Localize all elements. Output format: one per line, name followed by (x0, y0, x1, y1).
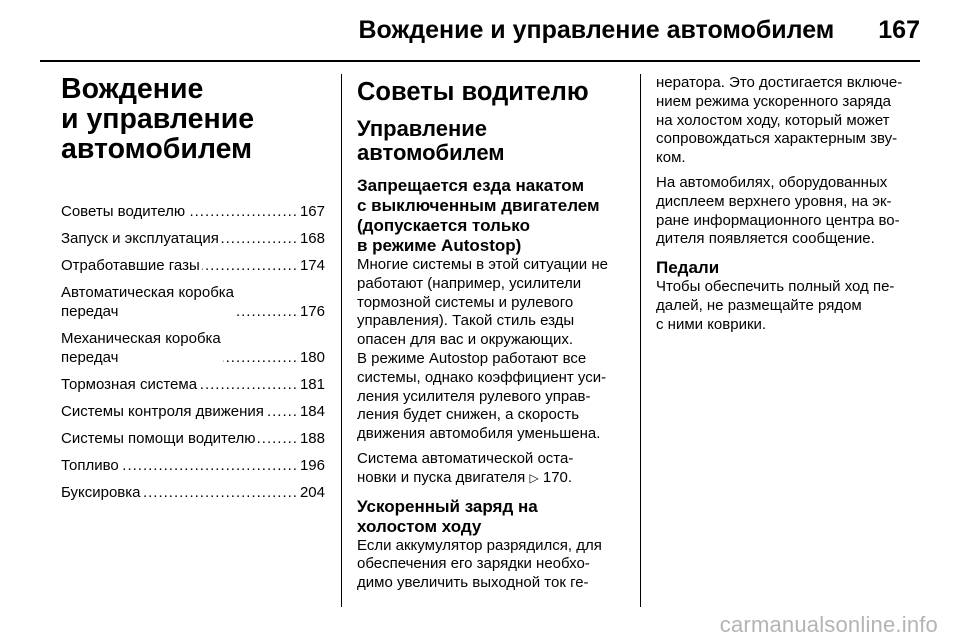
text-line: Чтобы обеспечить полный ход пе- (656, 278, 895, 296)
text-line: дителя появляется сообщение. (656, 230, 875, 248)
text-line: управления). Такой стиль езды (357, 312, 575, 330)
subheading-line: автомобилем (357, 140, 505, 165)
text-line: Если аккумулятор разрядился, для (357, 536, 602, 554)
toc-leader (121, 456, 298, 475)
text-line: на холостом ходу, который может (656, 111, 890, 129)
toc-page: 180 (299, 349, 325, 366)
text-line: с ними коврики. (656, 315, 767, 333)
toc-title: Системы контроля движения (61, 403, 264, 420)
running-title: Вождение и управление автомобилем (358, 16, 835, 44)
chapter-column (61, 74, 325, 510)
chapter-title-line: и управление (61, 103, 255, 135)
toc-title: Отработавшие газы (61, 257, 200, 274)
toc-entry[interactable] (61, 483, 325, 502)
toc-page: 174 (299, 257, 325, 274)
paragraph (357, 537, 625, 593)
text-line: В режиме Autostop работают все (357, 349, 587, 367)
text-line: системы, однако коэффициент уси- (357, 368, 607, 386)
toc-leader (266, 402, 298, 421)
toc-leader (236, 302, 298, 321)
text-line: тормозной системы и рулевого (357, 293, 574, 311)
triangle-right-icon: ▷ (529, 470, 539, 485)
text-line: ком. (656, 149, 686, 167)
toc-title-line: передач (61, 349, 119, 366)
heading-line: в режиме Autostop) (357, 236, 522, 255)
toc-entry[interactable] (61, 429, 325, 448)
toc-leader (221, 229, 298, 248)
text-line: обеспечения его зарядки необхо- (357, 555, 590, 573)
continuation-column (656, 74, 924, 341)
heading-line: холостом ходу (357, 516, 482, 536)
column-divider-2 (640, 74, 641, 607)
toc-title: Советы водителю (61, 203, 186, 220)
toc-title: Запуск и эксплуатация (61, 230, 219, 247)
text-line: ране информационного центра во- (656, 211, 900, 229)
toc-title-line: передач (61, 303, 119, 320)
paragraph (357, 450, 625, 488)
paragraph (357, 256, 625, 350)
table-of-contents (61, 202, 325, 502)
text-line: димо увеличить выходной ток ге- (357, 574, 589, 592)
heading-line: с выключенным двигателем (357, 196, 600, 215)
section-column (357, 74, 625, 593)
page-number: 167 (878, 16, 920, 44)
toc-entry[interactable] (61, 329, 325, 367)
text-line: Многие системы в этой ситуации не (357, 256, 608, 273)
text-line: На автомобилях, оборудованных (656, 173, 888, 191)
text-line: опасен для вас и окружающих. (357, 331, 574, 349)
toc-page: 181 (299, 376, 325, 393)
toc-entry[interactable] (61, 283, 325, 321)
subheading (357, 117, 625, 165)
section-title: Советы водителю (357, 78, 589, 106)
text-line: движения автомобиля уменьшена. (357, 425, 601, 443)
toc-leader (199, 375, 298, 394)
coasting-heading (357, 176, 625, 256)
toc-page: 204 (299, 484, 325, 501)
toc-title (61, 329, 221, 367)
idle-charge-heading (357, 497, 625, 537)
heading-line: (допускается только (357, 216, 530, 235)
page-header (359, 16, 921, 45)
text-line: работают (например, усилители (357, 274, 582, 292)
toc-entry[interactable] (61, 256, 325, 275)
toc-title-line: Автоматическая коробка (61, 284, 235, 301)
toc-title-line: Механическая коробка (61, 330, 221, 347)
subheading-line: Управление (357, 116, 488, 141)
watermark: carmanualsonline.info (719, 612, 938, 637)
toc-entry[interactable] (61, 229, 325, 248)
heading-line: Ускоренный заряд на (357, 496, 538, 516)
toc-page: 188 (299, 430, 325, 447)
toc-leader (143, 483, 298, 502)
toc-page: 176 (299, 303, 325, 320)
toc-leader (202, 256, 298, 275)
toc-page: 196 (299, 457, 325, 474)
toc-page: 184 (299, 403, 325, 420)
text-line: нератора. Это достигается включе- (656, 74, 903, 91)
toc-entry[interactable] (61, 375, 325, 394)
header-rule (40, 60, 920, 62)
toc-page: 167 (299, 203, 325, 220)
text-line: сопровождаться характерным зву- (656, 130, 898, 148)
toc-entry[interactable] (61, 202, 325, 221)
toc-entry[interactable] (61, 456, 325, 475)
toc-title: Буксировка (61, 484, 141, 501)
column-divider-1 (341, 74, 342, 607)
toc-leader (223, 348, 298, 367)
toc-title: Тормозная система (61, 376, 198, 393)
chapter-title-line: автомобилем (61, 133, 253, 165)
heading-line: Запрещается езда накатом (357, 176, 585, 195)
chapter-title-line: Вождение (61, 73, 204, 105)
paragraph (656, 74, 924, 168)
text-line: нием режима ускоренного заряда (656, 92, 891, 110)
paragraph (357, 350, 625, 444)
chapter-title (61, 74, 325, 164)
text-line: ления усилителя рулевого управ- (357, 387, 591, 405)
paragraph (656, 278, 924, 334)
page-reference[interactable]: 170. (542, 468, 573, 486)
text-line: новки и пуска двигателя (357, 468, 526, 486)
pedals-heading: Педали (656, 258, 720, 278)
toc-entry[interactable] (61, 402, 325, 421)
text-line: далей, не размещайте рядом (656, 296, 862, 314)
toc-title: Топливо (61, 457, 119, 474)
text-line: дисплеем верхнего уровня, на эк- (656, 192, 892, 210)
toc-leader (187, 202, 298, 221)
toc-title (61, 283, 234, 321)
text-line: Система автоматической оста- (357, 449, 574, 467)
text-line: ления будет снижен, а скорость (357, 406, 580, 424)
toc-page: 168 (299, 230, 325, 247)
toc-title: Системы помощи водителю (61, 430, 256, 447)
toc-leader (258, 429, 298, 448)
paragraph (656, 174, 924, 249)
